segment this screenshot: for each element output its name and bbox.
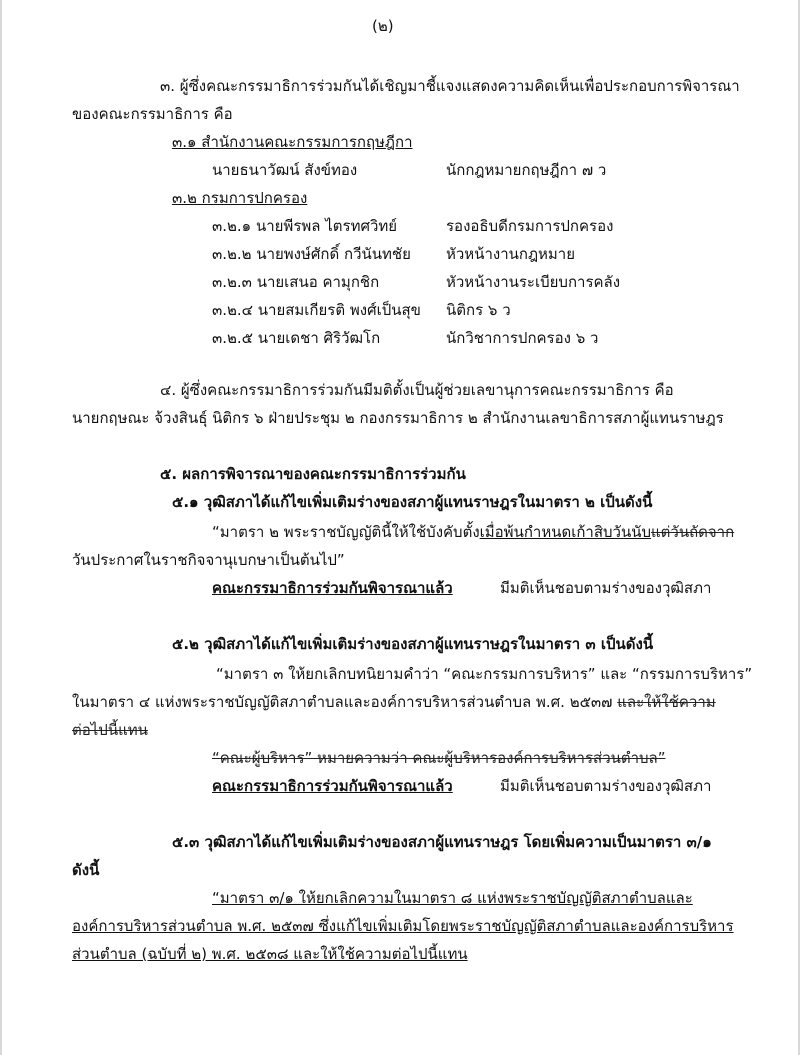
section-5-3-heading: ๕.๓ วุฒิสภาได้แก้ไขเพิ่มเติมร่างของสภาผู้แทนราษฎร โดยเพิ่มความเป็นมาตรา ๓/๑ — [172, 833, 712, 851]
section-5-2-quote: “มาตรา ๓ ให้ยกเลิกบทนิยามคำว่า “คณะกรรมการบริหาร” และ “กรรมการบริหาร” — [216, 665, 753, 683]
quote-plain: ในมาตรา ๔ แห่งพระราชบัญญัติสภาตำบลและองค์การบริหารส่วนตำบล พ.ศ. ๒๕๓๗ — [72, 693, 613, 711]
person-title: นักวิชาการปกครอง ๖ ว — [446, 329, 599, 347]
person-name: ๓.๒.๔ นายสมเกียรติ พงศ์เป็นสุข — [212, 301, 421, 319]
person-title: หัวหน้างานกฎหมาย — [446, 245, 576, 263]
section-5-1-quote — [212, 522, 734, 542]
person-name: ๓.๒.๓ นายเสนอ คามุกชิก — [212, 273, 380, 291]
section-3-intro: ๓. ผู้ซึ่งคณะกรรมาธิการร่วมกันได้เชิญมาชี้แจงแสดงความคิดเห็นเพื่อประกอบการพิจารณา — [160, 77, 740, 95]
section-3-intro-cont: ของคณะกรรมาธิการ คือ — [72, 105, 233, 123]
section-5-3-quote: “มาตรา ๓/๑ ให้ยกเลิกความในมาตรา ๘ แห่งพระราชบัญญัติสภาตำบลและ — [212, 889, 693, 907]
person-name: ๓.๒.๑ นายพีรพล ไตรทศวิทย์ — [212, 217, 398, 235]
quote-deleted-text: แต่วันถัดจาก — [650, 523, 735, 541]
person-title: นักกฎหมายกฤษฎีกา ๗ ว — [446, 161, 607, 179]
committee-opinion: มีมติเห็นชอบตามร่างของวุฒิสภา — [500, 579, 712, 597]
page-left-edge — [0, 0, 2, 1055]
person-title: หัวหน้างานระเบียบการคลัง — [446, 273, 621, 291]
section-5-3-quote-cont: ส่วนตำบล (ฉบับที่ ๒) พ.ศ. ๒๕๓๘ และให้ใช้ความต่อไปนี้แทน — [72, 945, 468, 963]
section-5-3-quote-cont: องค์การบริหารส่วนตำบล พ.ศ. ๒๕๓๗ ซึ่งแก้ไขเพิ่มเติมโดยพระราชบัญญัติสภาตำบลและองค์การบริหาร — [72, 917, 734, 935]
person-title: นิติกร ๖ ว — [446, 301, 511, 319]
quote-deleted-text: และให้ใช้ความ — [617, 693, 716, 711]
section-5-heading: ๕. ผลการพิจารณาของคณะกรรมาธิการร่วมกัน — [160, 465, 466, 483]
section-5-1-quote-cont: วันประกาศในราชกิจจานุเบกษาเป็นต้นไป” — [72, 551, 345, 569]
person-name: นายธนาวัฒน์ สังข์ทอง — [212, 161, 358, 179]
quote-deleted-text: “คณะผู้บริหาร” หมายความว่า คณะผู้บริหารองค์การบริหารส่วนตำบล” — [212, 749, 666, 767]
person-title: รองอธิบดีกรมการปกครอง — [446, 217, 614, 235]
committee-opinion: มีมติเห็นชอบตามร่างของวุฒิสภา — [500, 777, 712, 795]
section-3-1-heading: ๓.๑ สำนักงานคณะกรรมการกฤษฎีกา — [172, 133, 413, 151]
committee-label: คณะกรรมาธิการร่วมกันพิจารณาแล้ว — [212, 579, 453, 597]
section-5-3-heading-cont: ดังนี้ — [72, 861, 100, 879]
section-3-2-heading: ๓.๒ กรมการปกครอง — [172, 189, 308, 207]
section-5-1-heading: ๕.๑ วุฒิสภาได้แก้ไขเพิ่มเติมร่างของสภาผู้แทนราษฎรในมาตรา ๒ เป็นดังนี้ — [172, 493, 653, 511]
section-4-intro-cont: นายกฤษณะ จ้วงสินธุ์ นิติกร ๖ ฝ่ายประชุม ๒ กองกรรมาธิการ ๒ สำนักงานเลขาธิการสภาผู้แทนราษฎร — [72, 409, 724, 427]
section-5-2-heading: ๕.๒ วุฒิสภาได้แก้ไขเพิ่มเติมร่างของสภาผู้แทนราษฎรในมาตรา ๓ เป็นดังนี้ — [172, 635, 654, 653]
section-4-intro: ๔. ผู้ซึ่งคณะกรรมาธิการร่วมกันมีมติตั้งเป็นผู้ช่วยเลขานุการคณะกรรมาธิการ คือ — [160, 381, 674, 399]
page-number: (๒) — [372, 17, 394, 35]
quote-plain: “มาตรา ๒ พระราชบัญญัตินี้ให้ใช้บังคับตั้ง — [212, 523, 480, 541]
quote-deleted-text: ต่อไปนี้แทน — [72, 721, 148, 739]
committee-label: คณะกรรมาธิการร่วมกันพิจารณาแล้ว — [212, 777, 453, 795]
person-name: ๓.๒.๒ นายพงษ์ศักดิ์ กวีนันทชัย — [212, 245, 411, 263]
person-name: ๓.๒.๕ นายเดชา ศิริวัฒโก — [212, 329, 381, 347]
section-5-2-quote-cont — [72, 692, 716, 712]
quote-added-text: เมื่อพ้นกำหนดเก้าสิบวันนับ — [479, 523, 651, 541]
